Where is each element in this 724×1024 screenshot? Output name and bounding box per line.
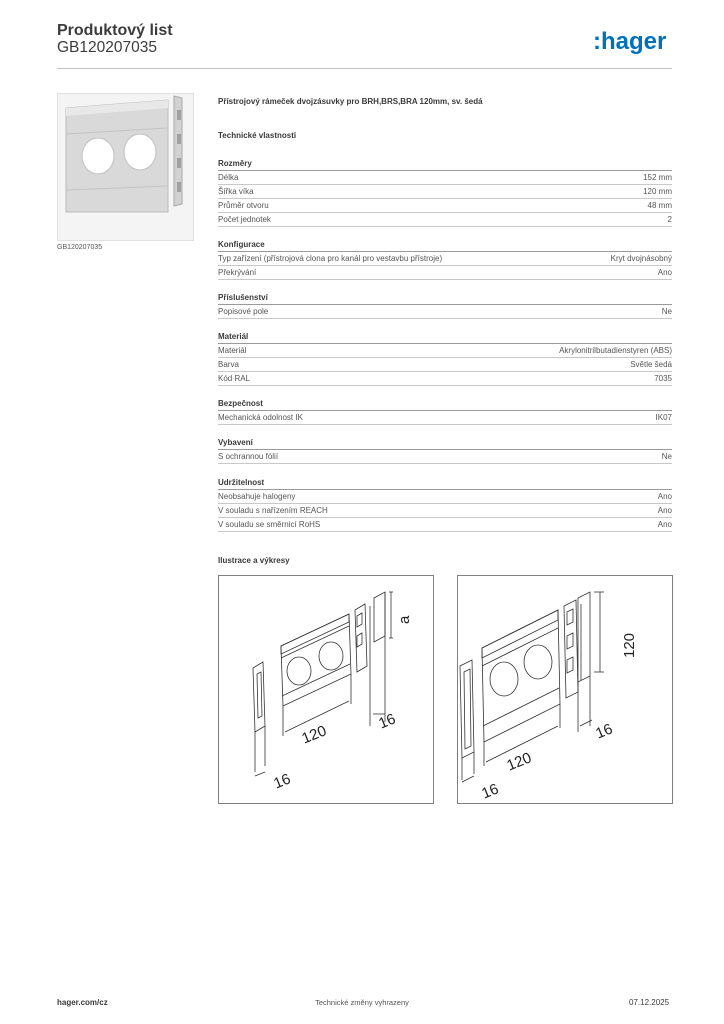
- spec-value: 120 mm: [643, 187, 672, 196]
- section-accessories: [218, 291, 672, 319]
- spec-row: [218, 411, 672, 425]
- section-title: Materiál: [218, 330, 672, 344]
- spec-value: Ano: [657, 492, 672, 501]
- dimension-width-label: 120: [299, 722, 329, 748]
- footer-notice: Technické změny vyhrazeny: [315, 998, 409, 1007]
- spec-value: 2: [667, 215, 672, 224]
- spec-value: 7035: [654, 374, 672, 383]
- spec-value: Ano: [657, 520, 672, 529]
- technical-drawing-2-svg: [458, 576, 672, 803]
- spec-value: 48 mm: [647, 201, 672, 210]
- spec-label: V souladu s nařízením REACH: [218, 506, 328, 515]
- spec-label: Průměr otvoru: [218, 201, 269, 210]
- spec-value: Kryt dvojnásobný: [610, 254, 672, 263]
- section-title: Rozměry: [218, 157, 672, 171]
- section-title: Bezpečnost: [218, 397, 672, 411]
- spec-label: Popisové pole: [218, 307, 269, 316]
- dimension-depth-label: 16: [376, 710, 399, 733]
- section-title: Udržitelnost: [218, 476, 672, 490]
- spec-row: [218, 252, 672, 266]
- product-description: Přístrojový rámeček dvojzásuvky pro BRH,BRS,BRA 120mm, sv. šedá: [218, 97, 483, 106]
- spec-row: [218, 344, 672, 358]
- spec-label: Typ zařízení (přístrojová clona pro kanál pro vestavbu přístroje): [218, 254, 443, 263]
- spec-value: Ano: [657, 506, 672, 515]
- dimension-depth-label: 16: [593, 720, 616, 743]
- page-title: Produktový list: [57, 22, 173, 39]
- footer-date: 07.12.2025: [629, 998, 670, 1007]
- spec-label: V souladu se směrnicí RoHS: [218, 520, 321, 529]
- spec-row: [218, 199, 672, 213]
- tech-properties-title: Technické vlastnosti: [218, 131, 297, 140]
- spec-value: Ne: [661, 307, 672, 316]
- spec-value: Akrylonitrilbutadienstyren (ABS): [559, 346, 672, 355]
- spec-label: S ochrannou fólií: [218, 452, 279, 461]
- spec-value: Světle šedá: [630, 360, 672, 369]
- spec-label: Neobsahuje halogeny: [218, 492, 296, 501]
- dimension-width-label: 120: [504, 749, 534, 775]
- spec-row: [218, 266, 672, 280]
- spec-label: Šířka víka: [218, 187, 254, 196]
- dimension-height-label: a: [396, 615, 413, 624]
- spec-label: Mechanická odolnost IK: [218, 413, 303, 422]
- section-dimensions: [218, 157, 672, 227]
- product-photo: [57, 93, 194, 241]
- product-photo-drawing: [58, 94, 193, 240]
- section-equipment: [218, 436, 672, 464]
- section-title: Vybavení: [218, 436, 672, 450]
- spec-row: [218, 171, 672, 185]
- hager-logo: [593, 27, 673, 57]
- spec-value: IK07: [655, 413, 672, 422]
- technical-drawing-2: [457, 575, 673, 804]
- spec-row: [218, 305, 672, 319]
- dimension-height-label: 120: [621, 632, 638, 658]
- spec-row: [218, 490, 672, 504]
- section-material: [218, 330, 672, 386]
- section-safety: [218, 397, 672, 425]
- spec-value: Ne: [661, 452, 672, 461]
- header-divider: [57, 68, 672, 69]
- spec-label: Délka: [218, 173, 239, 182]
- spec-row: [218, 518, 672, 532]
- photo-caption: GB120207035: [57, 244, 103, 251]
- dimension-side-label: 16: [479, 780, 502, 803]
- logo-text: :hager: [593, 28, 667, 55]
- spec-label: Barva: [218, 360, 239, 369]
- spec-label: Materiál: [218, 346, 247, 355]
- spec-value: Ano: [657, 268, 672, 277]
- illustrations-title: Ilustrace a výkresy: [218, 556, 290, 565]
- section-sustainability: [218, 476, 672, 532]
- dimension-side-label: 16: [271, 770, 294, 793]
- section-title: Příslušenství: [218, 291, 672, 305]
- technical-drawing-1-svg: [219, 576, 433, 803]
- spec-label: Kód RAL: [218, 374, 251, 383]
- technical-drawing-1: [218, 575, 434, 804]
- spec-label: Počet jednotek: [218, 215, 271, 224]
- footer-website: hager.com/cz: [57, 998, 108, 1007]
- spec-row: [218, 372, 672, 386]
- spec-label: Překrývání: [218, 268, 257, 277]
- section-title: Konfigurace: [218, 238, 672, 252]
- spec-row: [218, 504, 672, 518]
- spec-row: [218, 358, 672, 372]
- product-code: GB120207035: [57, 39, 157, 56]
- spec-row: [218, 450, 672, 464]
- spec-value: 152 mm: [643, 173, 672, 182]
- spec-row: [218, 213, 672, 227]
- section-configuration: [218, 238, 672, 280]
- spec-row: [218, 185, 672, 199]
